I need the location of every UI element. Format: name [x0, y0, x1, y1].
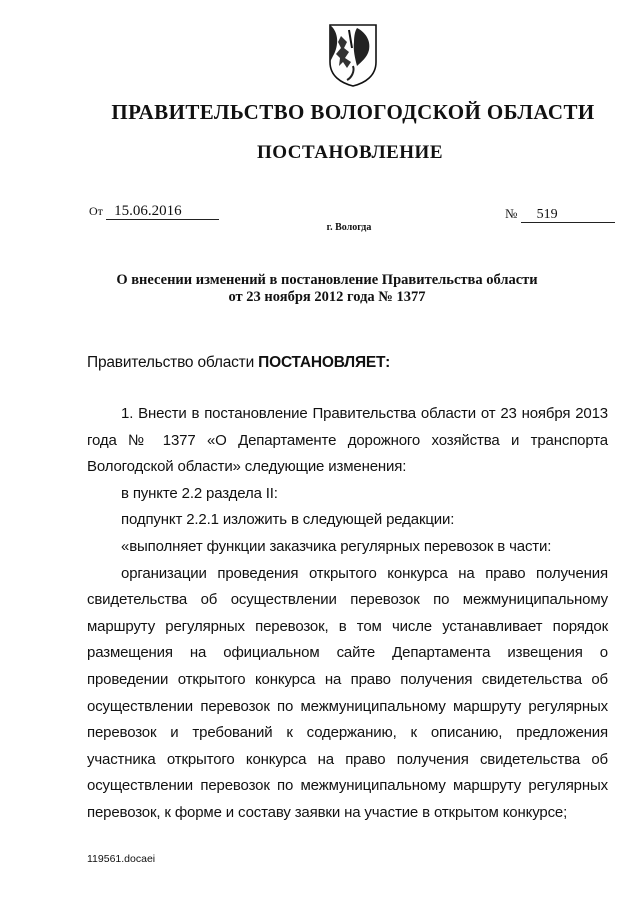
- subject-line-1: О внесении изменений в постановление Правительства области: [116, 272, 538, 288]
- government-title: ПРАВИТЕЛЬСТВО ВОЛОГОДСКОЙ ОБЛАСТИ: [111, 100, 595, 124]
- paragraph-5: организации проведения открытого конкурса на право получения свидетельства об осуществлении перевозок по межмуниципальному маршруту регулярных перевозок, в том числе устанавливает порядок размещения на официальном сайте Департамента извещения о проведении открытого конкурса на право получения свидетельства об осуществлении перевозок по межмуниципальному маршруту регулярных перевозок и требований к содержанию, к описанию, предложения участника открытого конкурса на право получения свидетельства об осуществлении перевозок по межмуниципальному маршруту регулярных перевозок, к форме и составу заявки на участие в открытом конкурсе;: [87, 564, 608, 821]
- number-prefix: №: [505, 206, 518, 221]
- document-number: 519: [521, 208, 615, 223]
- paragraph-2: в пункте 2.2 раздела II:: [121, 484, 278, 502]
- number-field: [505, 206, 615, 223]
- document-body: [87, 401, 608, 827]
- coat-of-arms-emblem: [327, 22, 379, 88]
- file-reference: 119561.docaei: [87, 853, 156, 865]
- document-date: 15.06.2016: [106, 204, 219, 220]
- city-label: г. Вологда: [326, 222, 372, 233]
- date-prefix: От: [89, 204, 103, 218]
- paragraph-3: подпункт 2.2.1 изложить в следующей редакции:: [121, 511, 455, 529]
- date-field: [89, 203, 219, 220]
- decree-prefix: Правительство области: [87, 354, 255, 371]
- decree-statement: [87, 354, 390, 372]
- paragraph-1: 1. Внести в постановление Правительства области от 23 ноября 2013 года № 1377 «О Департаменте дорожного хозяйства и транспорта Вологодской области» следующие изменения:: [87, 405, 608, 476]
- document-type: ПОСТАНОВЛЕНИЕ: [256, 142, 444, 163]
- decree-verb: ПОСТАНОВЛЯЕТ:: [258, 354, 391, 371]
- subject-line-2: от 23 ноября 2012 года № 1377: [228, 289, 426, 305]
- document-subject: [0, 272, 640, 306]
- paragraph-4: «выполняет функции заказчика регулярных перевозок в части:: [121, 537, 552, 555]
